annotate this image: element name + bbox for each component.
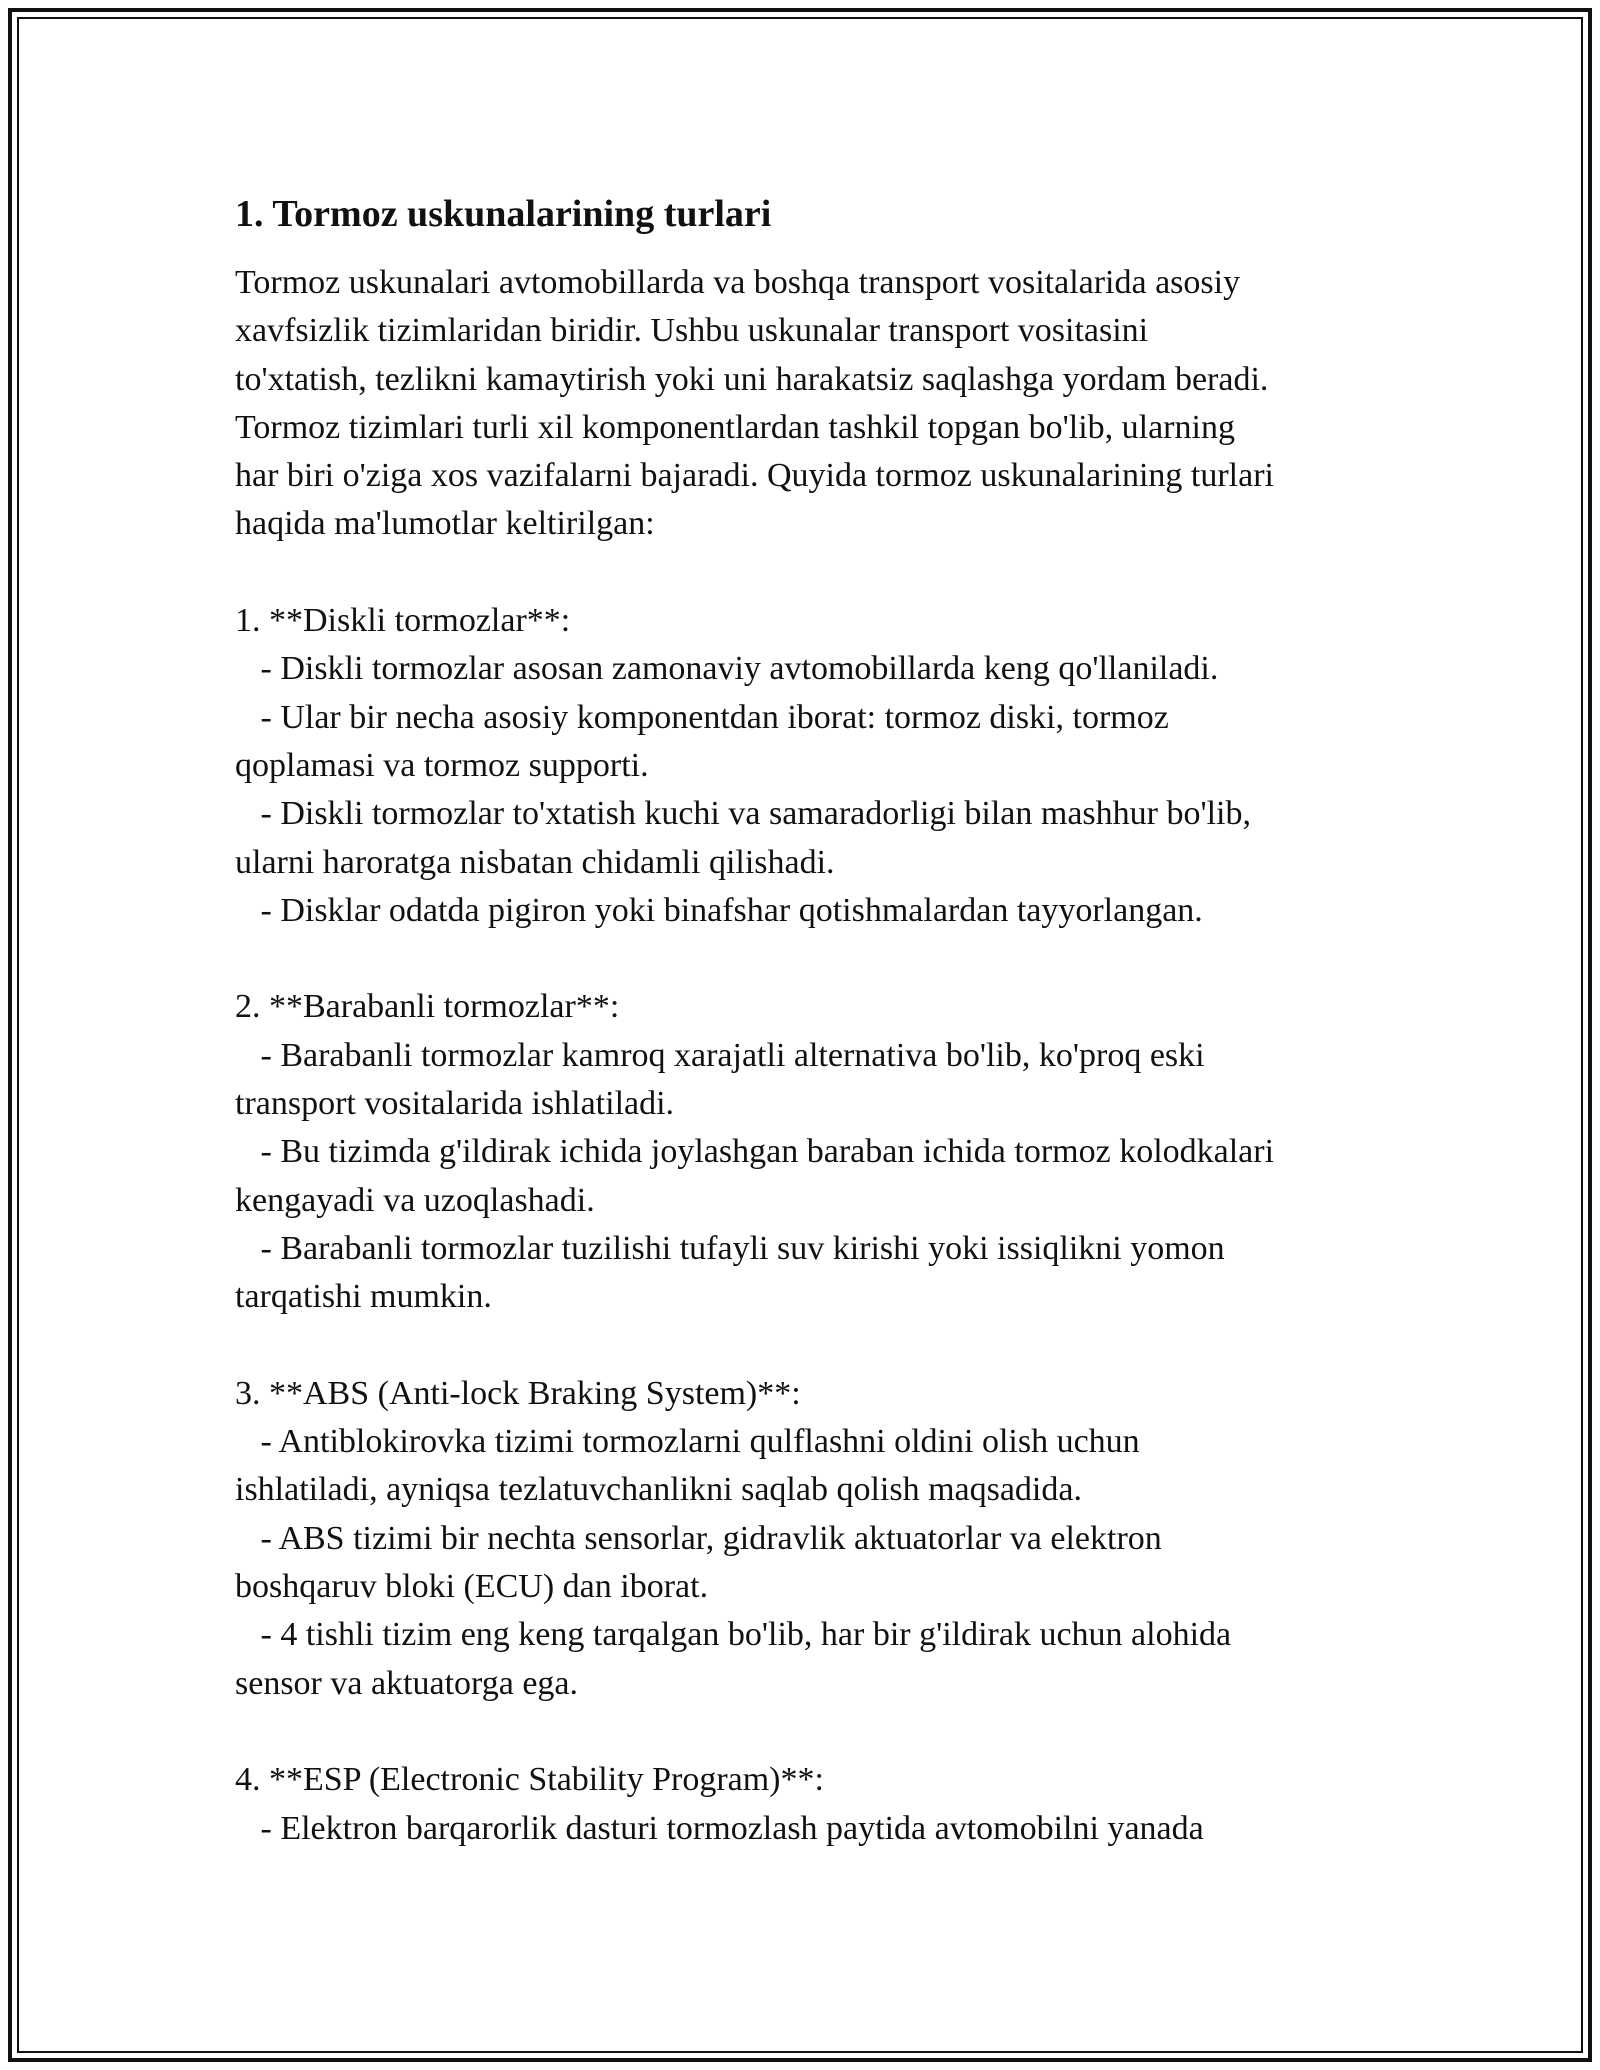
document-content [235,185,1375,1853]
body-text: Tormoz uskunalari avtomobillarda va boshqa transport vositalarida asosiy xavfsizlik tizimlaridan biridir. Ushbu uskunalar transport vositasini to'xtatish, tezlikni kamaytirish yoki uni harakatsiz saqlashga yordam beradi. Tormoz tizimlari turli xil komponentlardan tashkil topgan bo'lib, ularning har biri o'ziga xos vazifalarni bajaradi. Quyida tormoz uskunalarining turlari haqida ma'lumotlar keltirilgan: 1. **Diskli tormozlar**: - Diskli tormozlar asosan zamonaviy avtomobillarda keng qo'llaniladi. - Ular bir necha asosiy komponentdan iborat: tormoz diski, tormoz qoplamasi va tormoz supporti. - Diskli tormozlar to'xtatish kuchi va samaradorligi bilan mashhur bo'lib, ularni haroratga nisbatan chidamli qilishadi. - Disklar odatda pigiron yoki binafshar qotishmalardan tayyorlangan. 2. **Barabanli tormozlar**: - Barabanli tormozlar kamroq xarajatli alternativa bo'lib, ko'proq eski transport vositalarida ishlatiladi. - Bu tizimda g'ildirak ichida joylashgan baraban ichida tormoz kolodkalari kengayadi va uzoqlashadi. - Barabanli tormozlar tuzilishi tufayli suv kirishi yoki issiqlikni yomon tarqatishi mumkin. 3. **ABS (Anti-lock Braking System)**: - Antiblokirovka tizimi tormozlarni qulflashni oldini olish uchun ishlatiladi, ayniqsa tezlatuvchanlikni saqlab qolish maqsadida. - ABS tizimi bir nechta sensorlar, gidravlik aktuatorlar va elektron boshqaruv bloki (ECU) dan iborat. - 4 tishli tizim eng keng tarqalgan bo'lib, har bir g'ildirak uchun alohida sensor va aktuatorga ega. 4. **ESP (Electronic Stability Program)**: - Elektron barqarorlik dasturi tormozlash paytida avtomobilni yanada [235,264,1275,1847]
section-heading: 1. Tormoz uskunalarining turlari [235,193,772,235]
